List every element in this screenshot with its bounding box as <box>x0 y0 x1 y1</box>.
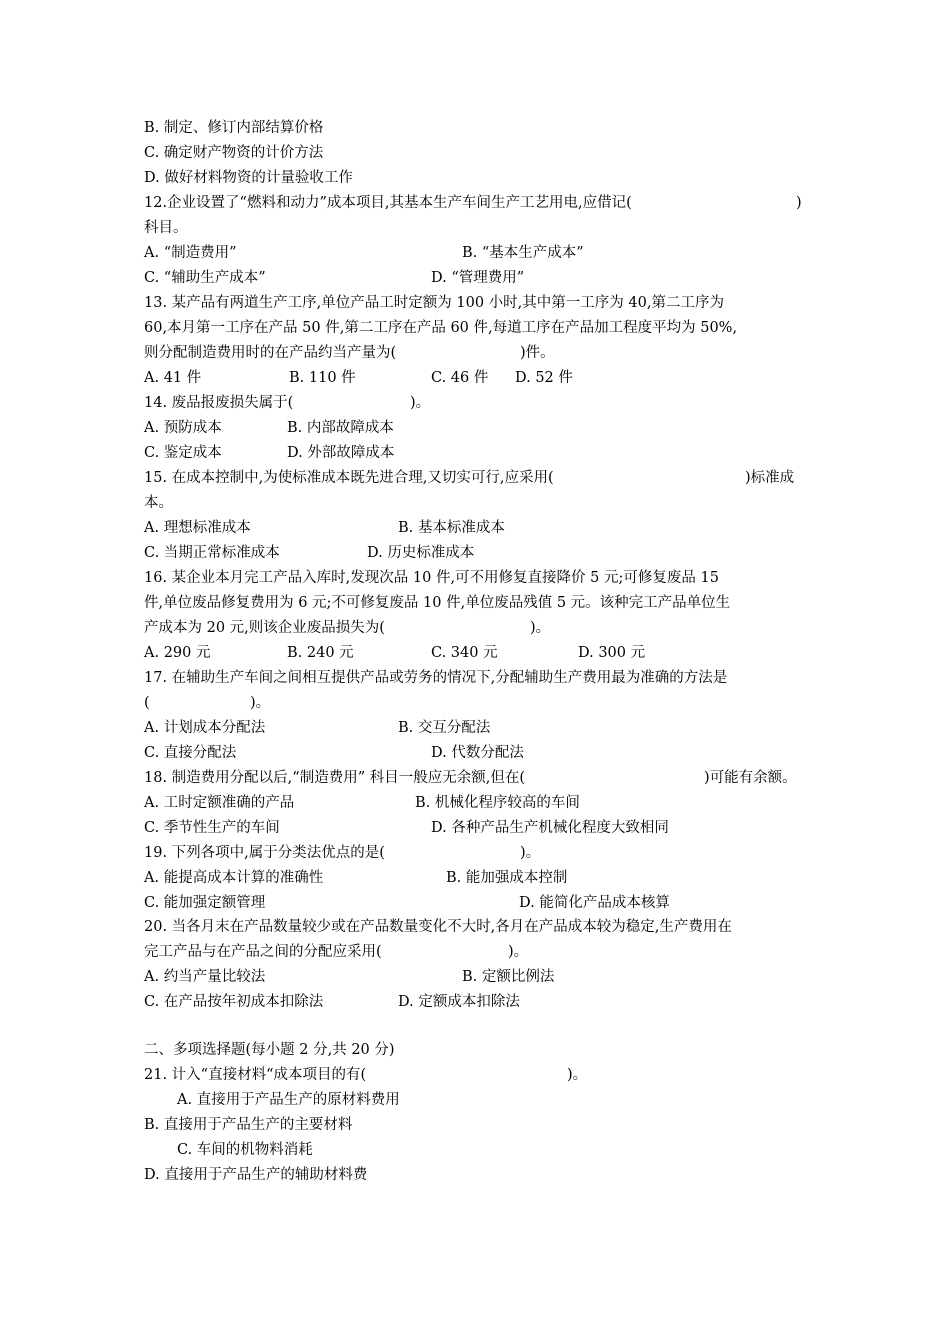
option-line: C. 确定财产物资的计价方法 <box>144 145 324 161</box>
option-line: C. 46 件 <box>431 370 489 386</box>
option-line: C. 在产品按年初成本扣除法 <box>144 994 324 1010</box>
option-line: D. 能简化产品成本核算 <box>519 895 670 911</box>
question-18-text: 18. 制造费用分配以后,“制造费用” 科目一般应无余额,但在( <box>144 770 525 786</box>
option-line: D. 历史标准成本 <box>367 545 475 561</box>
question-17-blank-close: )。 <box>250 695 271 711</box>
option-line: B. 基本标准成本 <box>398 520 505 536</box>
question-14-blank-close: )。 <box>410 395 431 411</box>
section-heading: 二、多项选择题(每小题 2 分,共 20 分) <box>144 1042 395 1058</box>
option-line: B. 制定、修订内部结算价格 <box>144 120 324 136</box>
question-13-text: 13. 某产品有两道生产工序,单位产品工时定额为 100 小时,其中第一工序为 40,第二工序为 <box>144 295 724 311</box>
question-16-text-cont: 产成本为 20 元,则该企业废品损失为( <box>144 620 385 636</box>
question-20-text: 20. 当各月末在产品数量较少或在产品数量变化不大时,各月在产品成本较为稳定,生产费用在 <box>144 919 732 935</box>
question-19-text: 19. 下列各项中,属于分类法优点的是( <box>144 845 385 861</box>
option-line: C. 340 元 <box>431 645 498 661</box>
question-13-text-cont: 则分配制造费用时的在产品约当产量为( <box>144 345 397 361</box>
question-20-text-cont: 完工产品与在产品之间的分配应采用( <box>144 944 382 960</box>
option-line: A. 290 元 <box>144 645 211 661</box>
option-line: A. “制造费用” <box>144 245 237 261</box>
question-15-blank-close: )标准成 <box>745 470 795 486</box>
question-13-blank-close: )件。 <box>520 345 555 361</box>
option-line: C. 车间的机物料消耗 <box>177 1142 313 1158</box>
option-line: A. 41 件 <box>144 370 202 386</box>
question-14-text: 14. 废品报废损失属于( <box>144 395 294 411</box>
question-16-text-cont: 件,单位废品修复费用为 6 元;不可修复废品 10 件,单位废品残值 5 元。该种完工产品单位生 <box>144 595 731 611</box>
question-13-text-cont: 60,本月第一工序在产品 50 件,第二工序在产品 60 件,每道工序在产品加工程度平均为 50%, <box>144 320 738 336</box>
option-line: C. 鉴定成本 <box>144 445 222 461</box>
question-21-blank-close: )。 <box>567 1067 588 1083</box>
option-line: D. 定额成本扣除法 <box>398 994 520 1010</box>
option-line: C. “辅助生产成本” <box>144 270 266 286</box>
option-line: D. 做好材料物资的计量验收工作 <box>144 170 353 186</box>
question-19-blank-close: )。 <box>520 845 541 861</box>
option-line: A. 理想标准成本 <box>144 520 251 536</box>
option-line: A. 约当产量比较法 <box>144 969 266 985</box>
question-12-blank-close: ) <box>796 195 802 211</box>
question-20-blank-close: )。 <box>508 944 529 960</box>
option-line: A. 计划成本分配法 <box>144 720 266 736</box>
option-line: B. 240 元 <box>287 645 354 661</box>
option-line: B. 直接用于产品生产的主要材料 <box>144 1117 353 1133</box>
option-line: B. 110 件 <box>289 370 356 386</box>
option-line: C. 当期正常标准成本 <box>144 545 280 561</box>
option-line: C. 季节性生产的车间 <box>144 820 280 836</box>
question-17-text: 17. 在辅助生产车间之间相互提供产品或劳务的情况下,分配辅助生产费用最为准确的方法是 <box>144 670 728 686</box>
option-line: C. 能加强定额管理 <box>144 895 266 911</box>
option-line: A. 直接用于产品生产的原材料费用 <box>177 1092 400 1108</box>
option-line: B. 机械化程序较高的车间 <box>415 795 580 811</box>
question-15-text: 15. 在成本控制中,为使标准成本既先进合理,又切实可行,应采用( <box>144 470 554 486</box>
option-line: B. 能加强成本控制 <box>446 870 568 886</box>
option-line: D. 外部故障成本 <box>287 445 395 461</box>
option-line: C. 直接分配法 <box>144 745 237 761</box>
question-18-blank-close: )可能有余额。 <box>704 770 797 786</box>
option-line: D. 300 元 <box>578 645 646 661</box>
option-line: B. “基本生产成本” <box>462 245 584 261</box>
option-line: A. 工时定额准确的产品 <box>144 795 295 811</box>
question-12-text-cont: 科目。 <box>144 220 188 236</box>
question-21-text: 21. 计入“直接材料“成本项目的有( <box>144 1067 367 1083</box>
option-line: B. 定额比例法 <box>462 969 555 985</box>
option-line: D. 代数分配法 <box>431 745 524 761</box>
option-line: D. 各种产品生产机械化程度大致相同 <box>431 820 669 836</box>
question-15-text-cont: 本。 <box>144 495 173 511</box>
option-line: D. 52 件 <box>515 370 573 386</box>
option-line: B. 交互分配法 <box>398 720 491 736</box>
question-16-blank-close: )。 <box>530 620 551 636</box>
question-12-text: 12.企业设置了“燃料和动力”成本项目,其基本生产车间生产工艺用电,应借记( <box>144 195 632 211</box>
option-line: D. “管理费用” <box>431 270 525 286</box>
option-line: B. 内部故障成本 <box>287 420 394 436</box>
option-line: A. 预防成本 <box>144 420 222 436</box>
option-line: D. 直接用于产品生产的辅助材料费 <box>144 1167 368 1183</box>
question-17-blank-open: ( <box>144 695 150 711</box>
option-line: A. 能提高成本计算的准确性 <box>144 870 324 886</box>
question-16-text: 16. 某企业本月完工产品入库时,发现次品 10 件,可不用修复直接降价 5 元;可修复废品 15 <box>144 570 719 586</box>
